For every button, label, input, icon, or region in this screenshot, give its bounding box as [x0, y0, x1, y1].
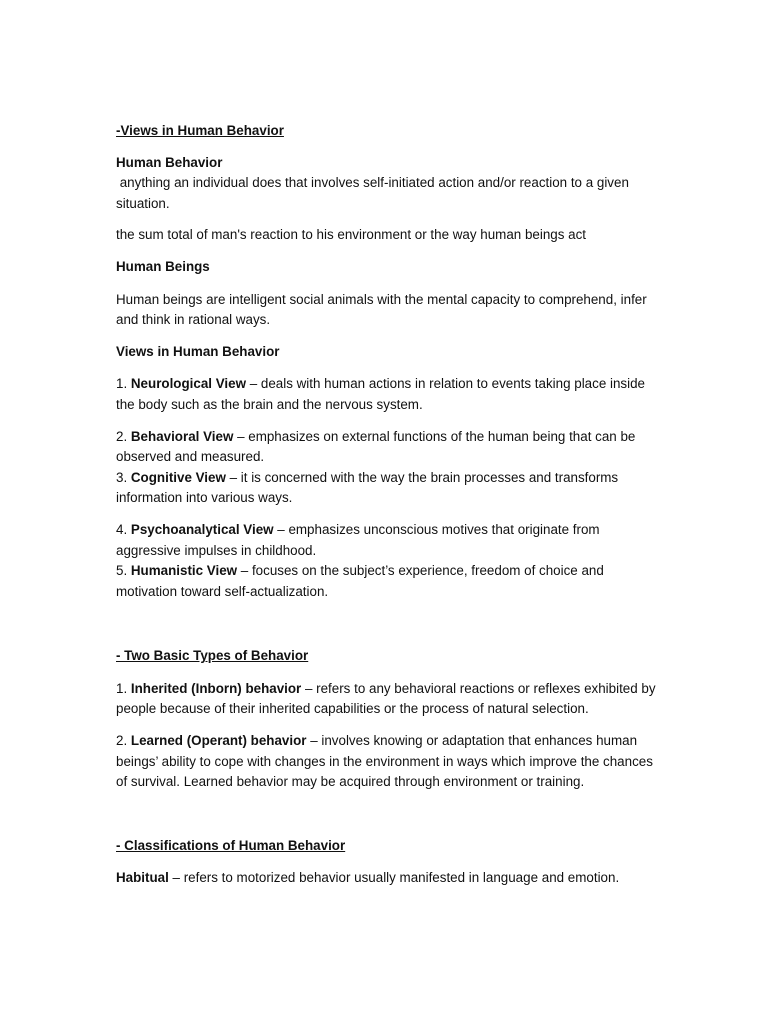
classification-item-term: Habitual — [116, 870, 169, 886]
type-item-description: – refers to any behavioral reactions or reflexes exhibited by people because of their inherited capabilities or the process of natural selection. — [116, 680, 656, 717]
type-item-term: Learned (Operant) behavior — [130, 733, 307, 749]
section-heading-views: -Views in Human Behavior — [116, 123, 284, 138]
classification-item-description: – refers to motorized behavior usually manifested in language and emotion. — [168, 870, 620, 886]
classification-item-habitual — [116, 868, 661, 889]
human-beings-definition: Human beings are intelligent social animals with the mental capacity to comprehend, infer and think in rational ways. — [116, 291, 647, 328]
human-behavior-definition-2: the sum total of man's reaction to his environment or the way human beings act — [116, 227, 586, 243]
document-page — [116, 121, 661, 889]
view-item-term: Behavioral View — [130, 428, 234, 444]
view-item-psychoanalytical — [116, 520, 661, 561]
section-heading-types: - Two Basic Types of Behavior — [116, 648, 309, 664]
human-behavior-definition: anything an individual does that involves self-initiated action and/or reaction to a given situation. — [116, 175, 633, 211]
view-item-number: 5. — [116, 563, 131, 579]
type-item-number: 2. — [116, 733, 131, 749]
type-item-term: Inherited (Inborn) behavior — [130, 680, 302, 696]
view-item-number: 2. — [116, 428, 131, 444]
view-item-term: Cognitive View — [130, 469, 226, 485]
human-beings-title: Human Beings — [116, 258, 210, 274]
view-item-number: 4. — [116, 521, 131, 537]
view-item-term: Psychoanalytical View — [130, 521, 274, 537]
section-heading-classifications: - Classifications of Human Behavior — [116, 837, 346, 853]
view-item-term: Neurological View — [130, 376, 246, 392]
human-behavior-title: Human Behavior — [116, 154, 223, 170]
view-item-cognitive — [116, 468, 661, 509]
view-item-description: – focuses on the subject’s experience, freedom of choice and motivation toward self-actualization. — [116, 563, 604, 599]
view-item-term: Humanistic View — [130, 563, 238, 579]
type-item-learned — [116, 731, 661, 793]
views-title: Views in Human Behavior — [116, 343, 280, 359]
type-item-inherited — [116, 679, 661, 720]
view-item-description: – deals with human actions in relation to events taking place inside the body such as the brain and the nervous system. — [116, 376, 645, 412]
view-item-behavioral — [116, 427, 661, 468]
view-item-description: – it is concerned with the way the brain processes and transforms information into various ways. — [116, 469, 619, 506]
type-item-description: – involves knowing or adaptation that enhances human beings’ ability to cope with changes in the environment in ways which improve the chances of survival. Learned behavior may be acquired through environment or training. — [116, 733, 653, 790]
view-item-number: 3. — [116, 469, 131, 485]
view-item-neurological — [116, 374, 661, 415]
type-item-number: 1. — [116, 680, 131, 696]
view-item-description: – emphasizes on external functions of the human being that can be observed and measured. — [116, 428, 636, 465]
view-item-description: – emphasizes unconscious motives that originate from aggressive impulses in childhood. — [116, 521, 600, 558]
view-item-number: 1. — [116, 376, 131, 392]
view-item-humanistic — [116, 561, 661, 602]
